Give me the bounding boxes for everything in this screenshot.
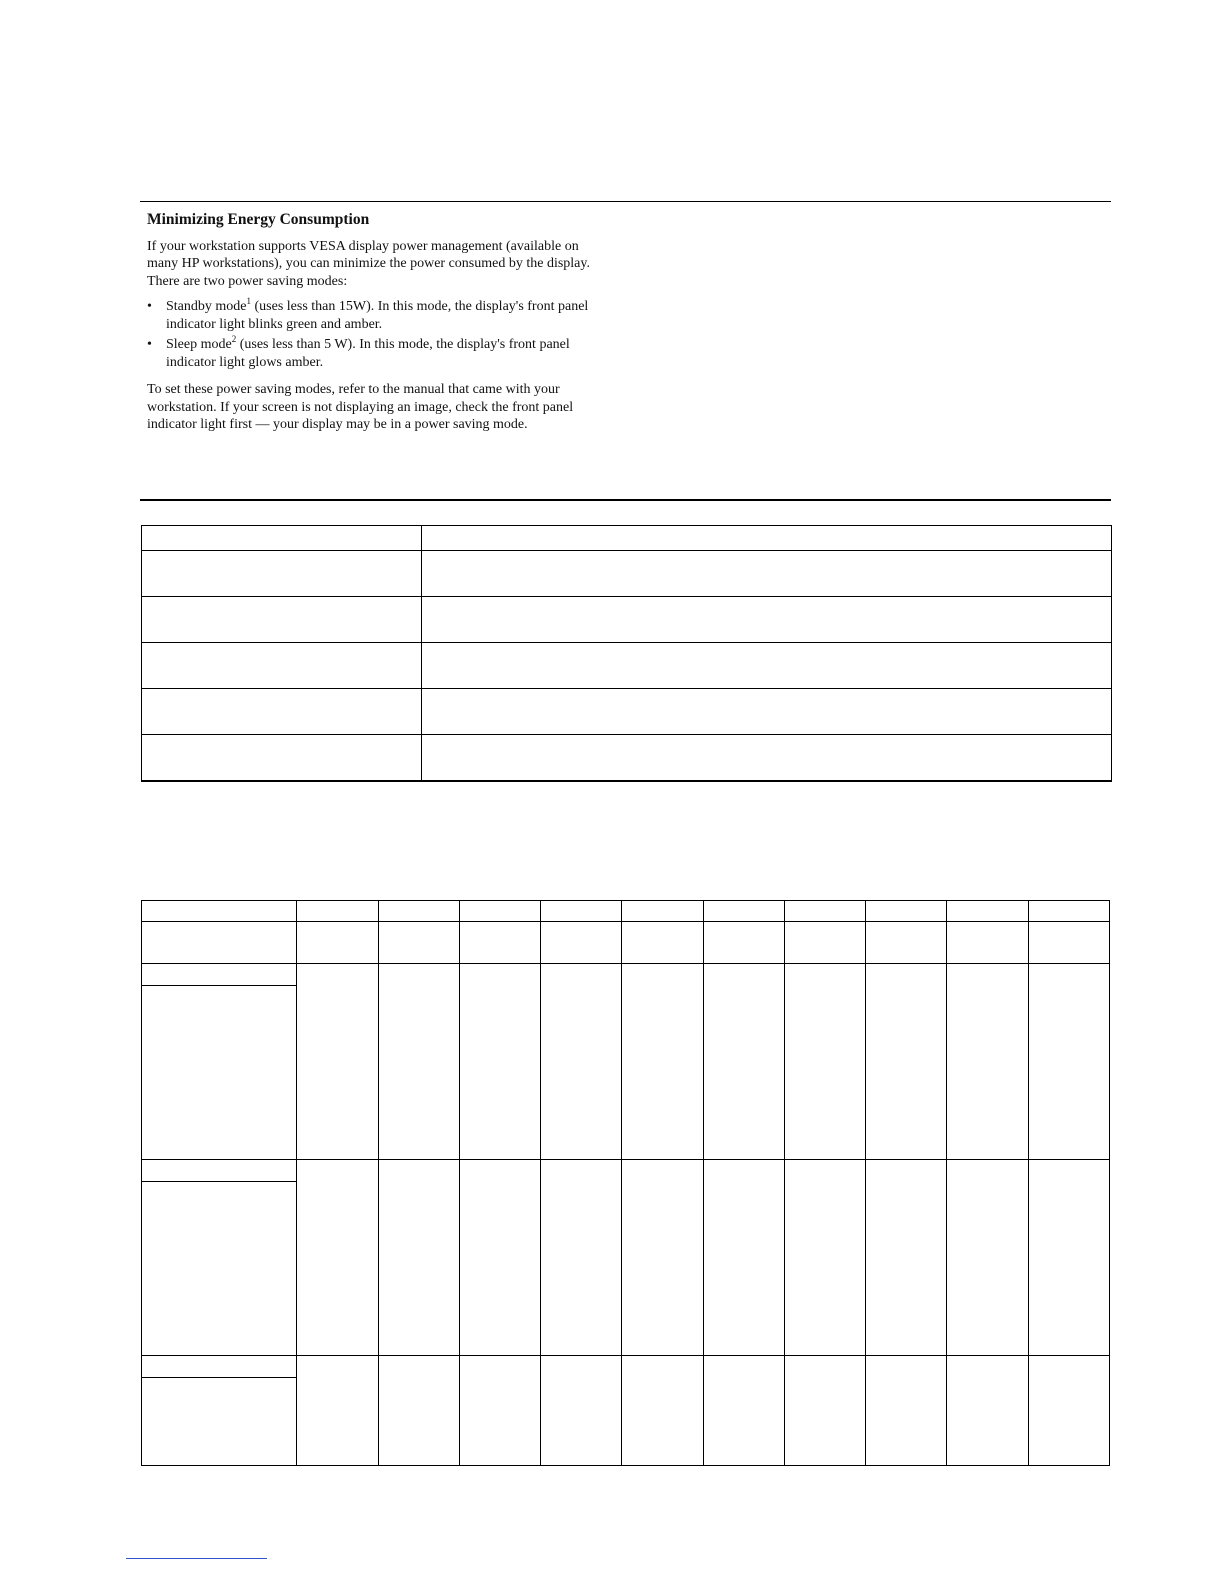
power-modes-list (147, 298, 597, 371)
table-cell (378, 922, 459, 964)
section-divider-top (140, 201, 1111, 202)
table-cell (622, 1356, 703, 1466)
section-heading: Minimizing Energy Consumption (147, 211, 370, 228)
table-cell (866, 1356, 947, 1466)
table-cell (459, 901, 540, 922)
table-row (142, 597, 1112, 643)
table-row (142, 735, 1112, 782)
table-cell (297, 922, 378, 964)
table-cell (866, 922, 947, 964)
table-cell (1028, 922, 1109, 964)
table-cell (622, 901, 703, 922)
table-cell (1028, 901, 1109, 922)
table-cell (422, 597, 1112, 643)
table-cell (142, 1356, 297, 1378)
table-cell (422, 643, 1112, 689)
table-cell (297, 1160, 378, 1356)
table-cell (622, 1160, 703, 1356)
table-cell (142, 551, 422, 597)
table-cell (703, 922, 784, 964)
table-cell (703, 964, 784, 1160)
table-cell (142, 689, 422, 735)
table-cell (622, 922, 703, 964)
table-cell (378, 1160, 459, 1356)
table-cell (784, 964, 865, 1160)
table-cell (1028, 1356, 1109, 1466)
table-cell (142, 735, 422, 782)
table-cell (866, 964, 947, 1160)
table-cell (142, 526, 422, 551)
table-cell (541, 922, 622, 964)
mode-description: (uses less than 5 W). In this mode, the display's front panel indicator light glows amber. (166, 337, 570, 370)
bullet-icon: • (147, 299, 152, 314)
list-item-sleep (147, 336, 597, 371)
table-cell (947, 964, 1028, 1160)
table-cell (1028, 1160, 1109, 1356)
table-cell (297, 1356, 378, 1466)
table-cell (142, 1160, 297, 1182)
table-cell (703, 1356, 784, 1466)
timing-modes-table (141, 900, 1110, 1466)
mode-name: Sleep mode (166, 337, 232, 352)
table-cell (866, 1160, 947, 1356)
table-cell (784, 1356, 865, 1466)
table-cell (784, 922, 865, 964)
table-row (142, 643, 1112, 689)
table-cell (297, 901, 378, 922)
table-row (142, 922, 1110, 964)
table-cell (297, 964, 378, 1160)
table-header-row (142, 526, 1112, 551)
table-group-header-row (142, 1356, 1110, 1378)
table-cell (142, 1182, 297, 1356)
table-cell (142, 901, 297, 922)
table-cell (142, 643, 422, 689)
list-item-standby (147, 298, 597, 333)
footnote-marker: 2 (231, 334, 237, 344)
table-cell (947, 901, 1028, 922)
table-cell (1028, 964, 1109, 1160)
table-cell (947, 1356, 1028, 1466)
table-row (142, 551, 1112, 597)
table-cell (378, 1356, 459, 1466)
table-cell (459, 1356, 540, 1466)
table-header-row (142, 901, 1110, 922)
table-group-header-row (142, 1160, 1110, 1182)
energy-section (147, 211, 597, 442)
table-cell (422, 735, 1112, 782)
table-cell (784, 1160, 865, 1356)
table-cell (947, 1160, 1028, 1356)
table-cell (378, 901, 459, 922)
table-group-header-row (142, 964, 1110, 986)
table-cell (541, 1356, 622, 1466)
table-cell (866, 901, 947, 922)
mode-name: Standby mode (166, 299, 247, 314)
table-cell (541, 901, 622, 922)
table-cell (459, 1160, 540, 1356)
closing-paragraph: To set these power saving modes, refer to the manual that came with your workstation. If your screen is not displaying an image, check the front panel indicator light first — your display may be in a power saving mode. (147, 382, 574, 432)
specification-table (141, 525, 1112, 782)
table-cell (142, 986, 297, 1160)
table-cell (703, 901, 784, 922)
table-cell (422, 551, 1112, 597)
table-cell (422, 689, 1112, 735)
table-cell (541, 964, 622, 1160)
table-cell (622, 964, 703, 1160)
footnote-separator (126, 1558, 267, 1559)
mode-description: (uses less than 15W). In this mode, the display's front panel indicator light blinks green and amber. (166, 299, 589, 332)
section-divider-middle (140, 499, 1111, 501)
table-cell (142, 922, 297, 964)
table-cell (784, 901, 865, 922)
table-cell (459, 922, 540, 964)
intro-paragraph: If your workstation supports VESA display power management (available on many HP workstations), you can minimize the power consumed by the display. There are two power saving modes: (147, 238, 590, 289)
table-cell (378, 964, 459, 1160)
table-cell (703, 1160, 784, 1356)
bullet-icon: • (147, 337, 152, 352)
table-cell (459, 964, 540, 1160)
table-row (142, 689, 1112, 735)
table-cell (142, 964, 297, 986)
table-cell (541, 1160, 622, 1356)
footnote-marker: 1 (246, 296, 251, 306)
table-cell (142, 597, 422, 643)
table-cell (422, 526, 1112, 551)
table-cell (947, 922, 1028, 964)
table-cell (142, 1378, 297, 1466)
